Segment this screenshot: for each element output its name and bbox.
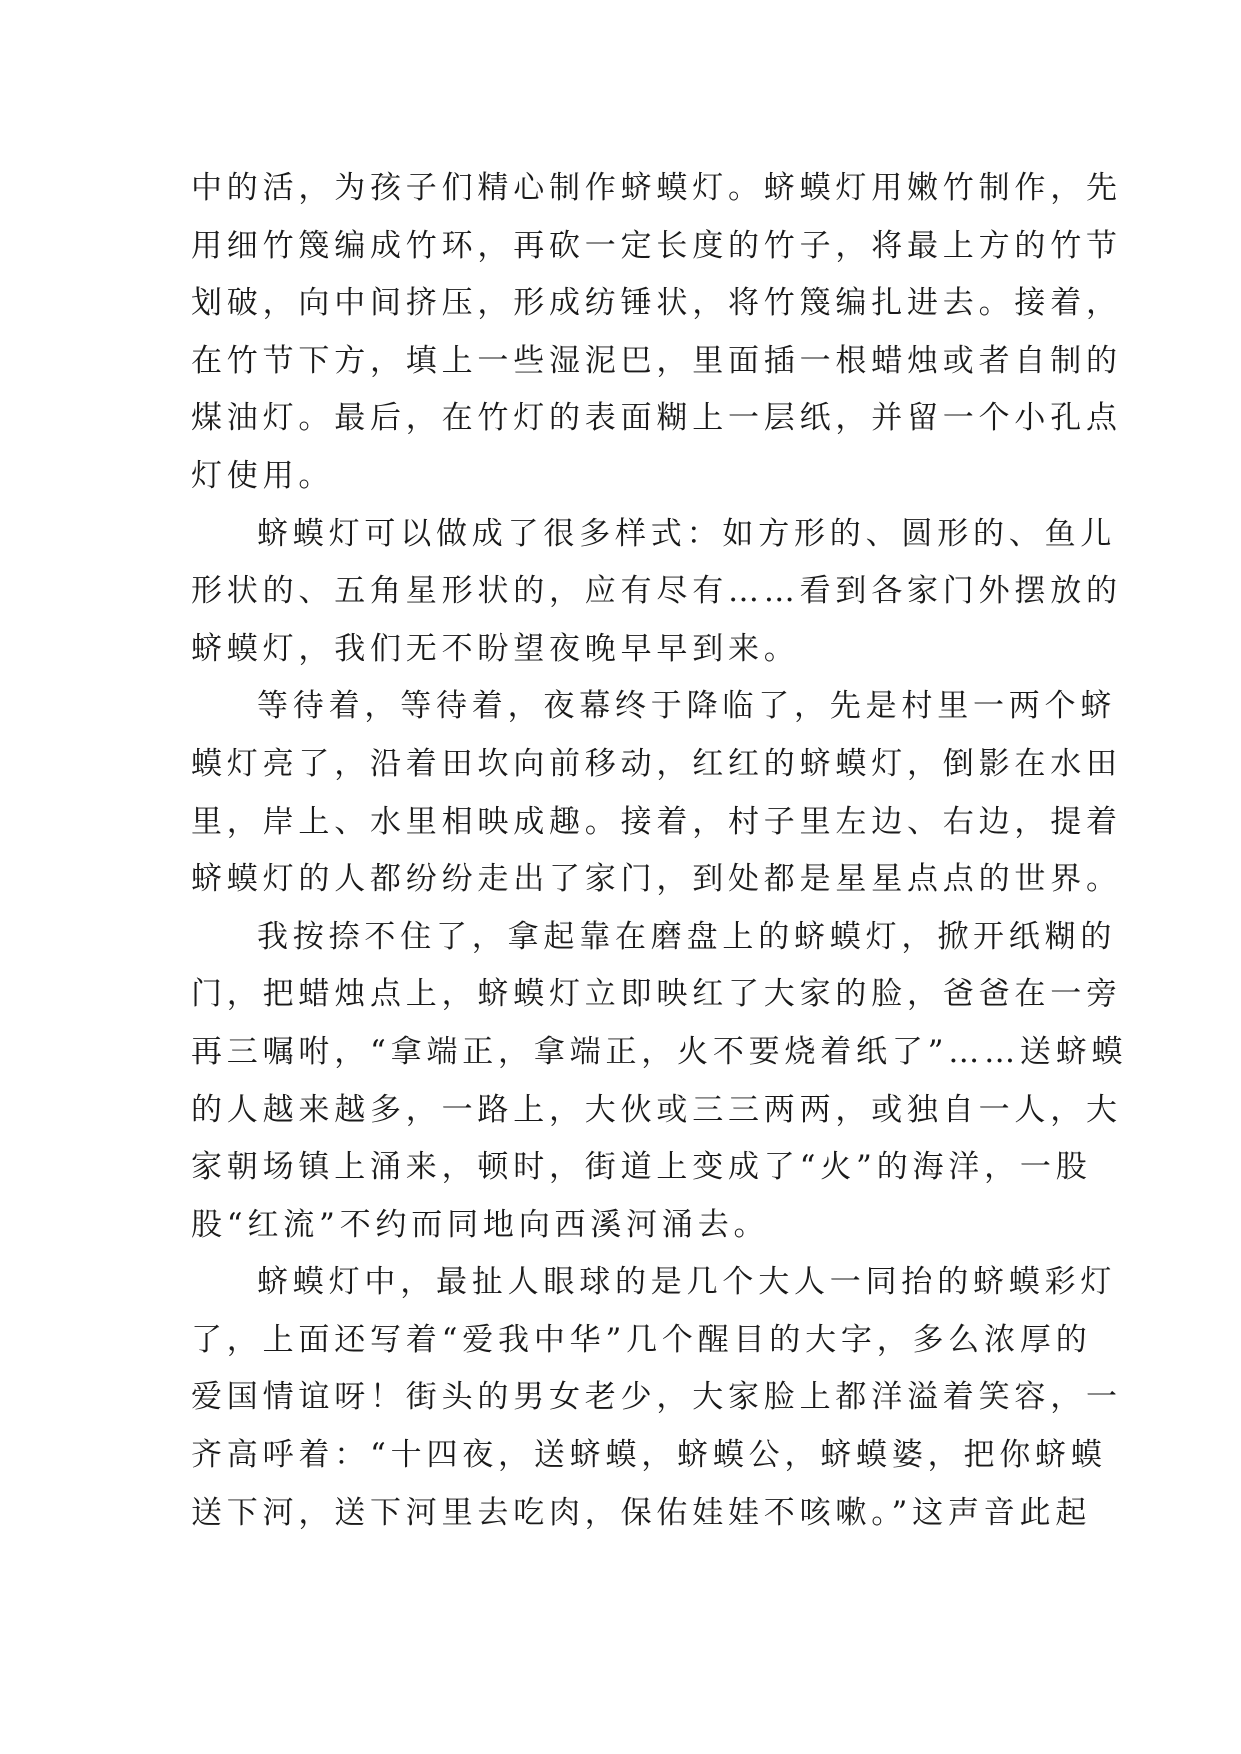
text-line: 送下河，送下河里去吃肉，保佑娃娃不咳嗽。”这声音此起 [191, 1494, 1092, 1531]
text-line: 里，岸上、水里相映成趣。接着，村子里左边、右边，提着 [191, 803, 1122, 840]
text-line: 门，把蜡烛点上，蛴蟆灯立即映红了大家的脸，爸爸在一旁 [191, 976, 1122, 1013]
text-line: 灯使用。 [191, 457, 335, 494]
paragraph-first-line: 我按捺不住了，拿起靠在磨盘上的蛴蟆灯，掀开纸糊的 [257, 918, 1117, 955]
text-line: 了，上面还写着“爱我中华”几个醒目的大字，多么浓厚的 [191, 1321, 1092, 1358]
text-line: 蛴蟆灯的人都纷纷走出了家门，到处都是星星点点的世界。 [191, 861, 1122, 898]
text-line: 再三嘱咐，“拿端正，拿端正，火不要烧着纸了”……送蛴蟆 [191, 1033, 1128, 1070]
text-line: 形状的、五角星形状的，应有尽有……看到各家门外摆放的 [191, 573, 1122, 610]
text-line: 在竹节下方，填上一些湿泥巴，里面插一根蜡烛或者自制的 [191, 342, 1122, 379]
text-line: 的人越来越多，一路上，大伙或三三两两，或独自一人，大 [191, 1091, 1122, 1128]
text-line: 股“红流”不约而同地向西溪河涌去。 [191, 1206, 770, 1243]
paragraph-first-line: 等待着，等待着，夜幕终于降临了，先是村里一两个蛴 [257, 688, 1117, 725]
text-line: 蟆灯亮了，沿着田坎向前移动，红红的蛴蟆灯，倒影在水田 [191, 745, 1122, 782]
body-text [191, 160, 1128, 1542]
paragraph-first-line: 蛴蟆灯中，最扯人眼球的是几个大人一同抬的蛴蟆彩灯 [257, 1264, 1117, 1301]
paragraph-first-line: 蛴蟆灯可以做成了很多样式：如方形的、圆形的、鱼儿 [257, 515, 1117, 552]
text-line: 家朝场镇上涌来，顿时，街道上变成了“火”的海洋，一股 [191, 1149, 1092, 1186]
text-line: 划破，向中间挤压，形成纺锤状，将竹篾编扎进去。接着， [191, 285, 1122, 322]
text-line: 中的活，为孩子们精心制作蛴蟆灯。蛴蟆灯用嫩竹制作，先 [191, 170, 1122, 206]
text-line: 煤油灯。最后，在竹灯的表面糊上一层纸，并留一个小孔点 [191, 400, 1122, 437]
text-line: 齐高呼着：“十四夜，送蛴蟆，蛴蟆公，蛴蟆婆，把你蛴蟆 [191, 1437, 1107, 1474]
text-line: 蛴蟆灯，我们无不盼望夜晚早早到来。 [191, 630, 800, 667]
text-line: 用细竹篾编成竹环，再砍一定长度的竹子，将最上方的竹节 [191, 227, 1122, 264]
text-line: 爱国情谊呀！街头的男女老少，大家脸上都洋溢着笑容，一 [191, 1379, 1122, 1416]
